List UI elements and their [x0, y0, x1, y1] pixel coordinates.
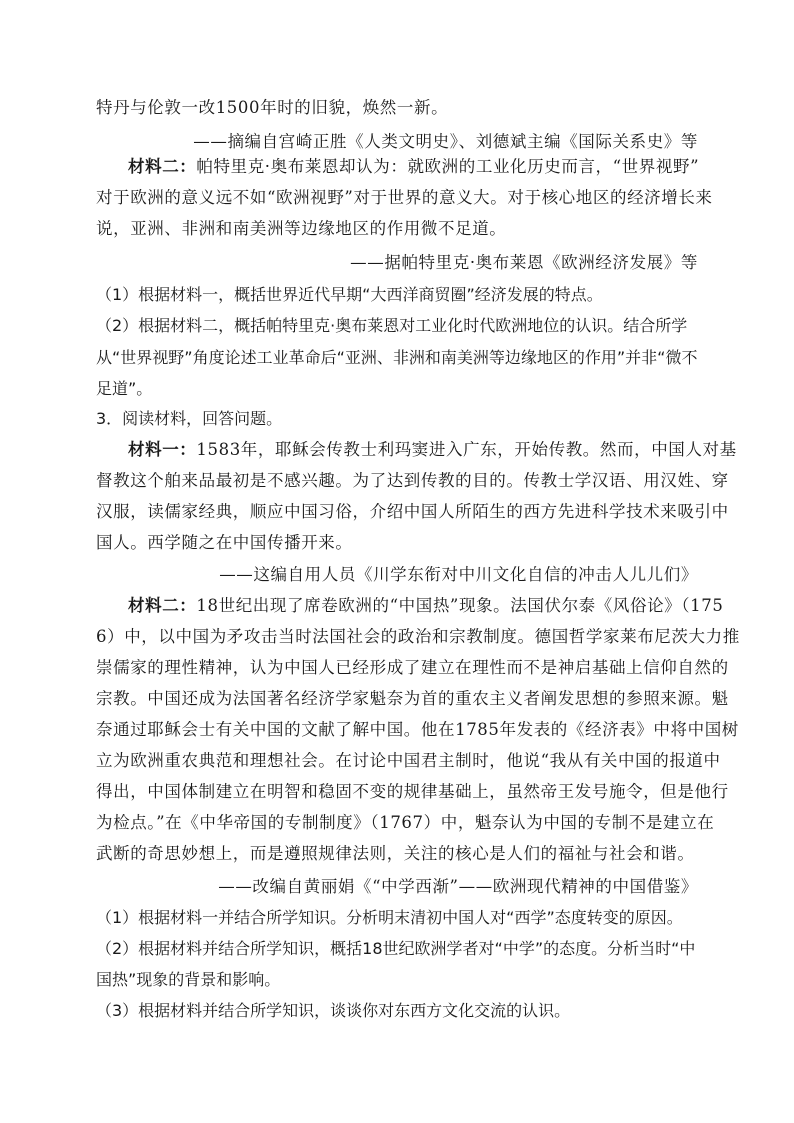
q3-heading: 3．阅读材料，回答问题。	[96, 409, 283, 428]
q3-material2-line-6: 立为欧洲重农典范和理想社会。在讨论中国君主制时，他说“我从有关中国的报道中	[96, 751, 721, 770]
q3-material1-line-1	[128, 442, 737, 459]
q2-material2-line-3: 说，亚洲、非洲和南美洲等边缘地区的作用微不足道。	[96, 219, 507, 238]
q3-material2-line-1	[128, 598, 723, 615]
material2-label: 材料二：	[128, 157, 197, 176]
q3-material2-line-7: 得出，中国体制建立在明智和稳固不变的规律基础上，虽然帝王发号施令，但是他行	[96, 782, 729, 801]
material-text: 帕特里克·奥布莱恩却认为：就欧洲的工业化历史而言，“世界视野”	[196, 157, 700, 176]
q3-material2-line-2: 6）中，以中国为矛攻击当时法国社会的政治和宗教制度。德国哲学家莱布尼茨大力推	[96, 627, 740, 646]
q3-material1-source: ——这编自用人员《川学东衔对中川文化自信的冲击人儿儿们》	[219, 565, 698, 584]
q3-question-2-line-2: 国热”现象的背景和影响。	[96, 970, 281, 989]
q3-material2-source: ——改编自黄丽娟《“中学西渐”——欧洲现代精神的中国借鉴》	[218, 877, 698, 896]
q2-material2-line-2: 对于欧洲的意义远不如“欧洲视野”对于世界的意义大。对于核心地区的经济增长来	[96, 188, 713, 207]
material2-source: ——据帕特里克·奥布莱恩《欧洲经济发展》等	[350, 253, 698, 272]
q3-material1-line-2: 督教这个舶来品最初是不感兴趣。为了达到传教的目的。传教士学汉语、用汉姓、穿	[96, 471, 729, 490]
q3-question-1: （1）根据材料一并结合所学知识。分析明末清初中国人对“西学”态度转变的原因。	[96, 908, 683, 927]
q2-question-2-line-1: （2）根据材料二，概括帕特里克·奥布莱恩对工业化时代欧洲地位的认识。结合所学	[96, 316, 688, 335]
material1-source: ——摘编自宫崎正胜《人类文明史》、刘德斌主编《国际关系史》等	[193, 132, 698, 151]
q3-material1-line-4: 国人。西学随之在中国传播开来。	[96, 533, 353, 552]
q2-question-2-line-3: 足道”。	[96, 379, 153, 398]
q3-material1-line-3: 汉服，读儒家经典，顺应中国习俗，介绍中国人所陌生的西方先进科学技术来吸引中	[96, 502, 729, 521]
q2-question-1: （1）根据材料一，概括世界近代早期“大西洋商贸圈”经济发展的特点。	[96, 285, 603, 304]
q3-material2-line-9: 武断的奇思妙想上，而是遵照规律法则，关注的核心是人们的福祉与社会和谐。	[96, 844, 695, 863]
q3-material2-line-3: 崇儒家的理性精神，认为中国人已经形成了建立在理性而不是神启基础上信仰自然的	[96, 658, 729, 677]
material1-tail: 特丹与伦敦一改1500年时的旧貌，焕然一新。	[96, 98, 449, 117]
q2-material2-line-1	[128, 159, 699, 176]
q2-question-2-line-2: 从“世界视野”角度论述工业革命后“亚洲、非洲和南美洲等边缘地区的作用”并非“微不	[96, 348, 698, 367]
q3-material2-line-4: 宗教。中国还成为法国著名经济学家魁奈为首的重农主义者阐发思想的参照来源。魁	[96, 689, 729, 708]
q3-material2-line-8: 为检点。”在《中华帝国的专制制度》（1767）中，魁奈认为中国的专制不是建立在	[96, 813, 715, 832]
material-text: 18世纪出现了席卷欧洲的“中国热”现象。法国伏尔泰《风俗论》（175	[196, 596, 724, 615]
q3-question-3: （3）根据材料并结合所学知识，谈谈你对东西方文化交流的认识。	[96, 1001, 571, 1020]
material2-label: 材料二：	[128, 596, 197, 615]
material1-label: 材料一：	[128, 440, 197, 459]
q3-material2-line-5: 奈通过耶稣会士有关中国的文献了解中国。他在1785年发表的《经济表》中将中国树	[96, 720, 739, 739]
q3-question-2-line-1: （2）根据材料并结合所学知识，概括18世纪欧洲学者对“中学”的态度。分析当时“中	[96, 939, 696, 958]
material-text: 1583年，耶稣会传教士利玛窦进入广东，开始传教。然而，中国人对基	[196, 440, 737, 459]
